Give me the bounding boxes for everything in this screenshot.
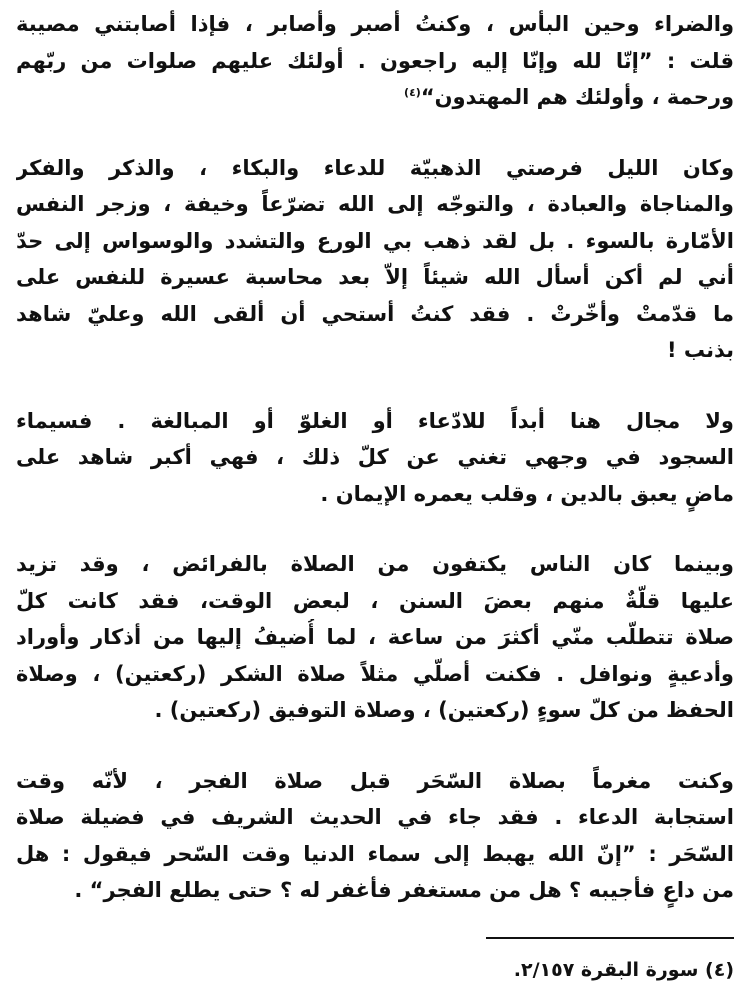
text-line: والضراء وحين البأس ، وكنتُ أصبر وأصابر ، فإذا أصابتني مصيبة	[16, 12, 734, 36]
footnote-reference: (٤)	[404, 86, 421, 99]
text-line: السجود في وجهي تغني عن كلّ ذلك ، فهي أكبر شاهد على	[16, 445, 734, 469]
paragraph-1	[16, 6, 734, 116]
paragraph-gap	[16, 116, 734, 150]
paragraph-5	[16, 763, 734, 909]
footnote-text: (٤) سورة البقرة ٢/١٥٧.	[513, 959, 734, 981]
text-line: الأمّارة بالسوء . بل لقد ذهب بي الورع والتشدد والوسواس إلى حدّ	[16, 228, 734, 253]
paragraph-4	[16, 546, 734, 729]
text-line: صلاة تتطلّب منّي أكثرَ من ساعة ، لما أُضيفُ إليها من أذكار وأوراد	[16, 625, 734, 649]
text-line: وبينما كان الناس يكتفون من الصلاة بالفرائض ، وقد تزيد	[16, 552, 734, 576]
text-line: وكنت مغرماً بصلاة السّحَر قبل صلاة الفجر ، لأنّه وقت	[16, 768, 734, 793]
text-line: ولا مجال هنا أبداً للادّعاء أو الغلوّ أو المبالغة . فسيماء	[16, 408, 734, 433]
text-line: ما قدّمتْ وأخّرتْ . فقد كنتُ أستحي أن ألقى الله وعليّ شاهد	[16, 301, 734, 326]
text-line: من داعٍ فأجيبه ؟ هل من مستغفر فأغفر له ؟ حتى يطلع الفجر“ .	[74, 878, 734, 902]
text-line: السّحَر : ”إنّ الله يهبط إلى سماء الدنيا وقت السّحر فيقول : هل	[16, 841, 734, 866]
text-line: عليها قلّةٌ منهم بعضَ السنن ، لبعض الوقت، فقد كانت كلّ	[16, 588, 734, 613]
text-line: أني لم أكن أسأل الله شيئاً إلاّ بعد محاسبة عسيرة للنفس على	[16, 265, 734, 289]
paragraph-3	[16, 403, 734, 513]
text-line: ماضٍ يعبق بالدين ، وقلب يعمره الإيمان .	[320, 481, 734, 506]
text-line: وكان الليل فرصتي الذهبيّة للدعاء والبكاء ، والذكر والفكر	[16, 155, 734, 180]
footnote-divider	[486, 937, 734, 939]
text-line: بذنب !	[666, 338, 734, 362]
text-line: الحفظ من كلّ سوءٍ (ركعتين) ، وصلاة التوفيق (ركعتين) .	[154, 698, 734, 722]
paragraph-2	[16, 150, 734, 369]
text-line: وأدعيةٍ ونوافل . فكنت أصلّي مثلاً صلاة الشكر (ركعتين) ، وصلاة	[16, 661, 734, 686]
text-line-with-footnote	[16, 79, 734, 116]
paragraph-gap	[16, 369, 734, 403]
paragraph-gap	[16, 512, 734, 546]
paragraph-gap	[16, 729, 734, 763]
text-line: استجابة الدعاء . فقد جاء في الحديث الشريف في فضيلة صلاة	[16, 805, 734, 829]
book-page	[16, 6, 734, 986]
text-line: قلت : ”إنّا لله وإنّا إليه راجعون . أولئك عليهم صلوات من ربّهم	[16, 48, 734, 73]
text-line-content: ورحمة ، وأولئك هم المهتدون“	[420, 85, 734, 109]
text-line: والمناجاة والعبادة ، والتوجّه إلى الله تضرّعاً وخيفة ، وزجر النفس	[16, 192, 734, 216]
